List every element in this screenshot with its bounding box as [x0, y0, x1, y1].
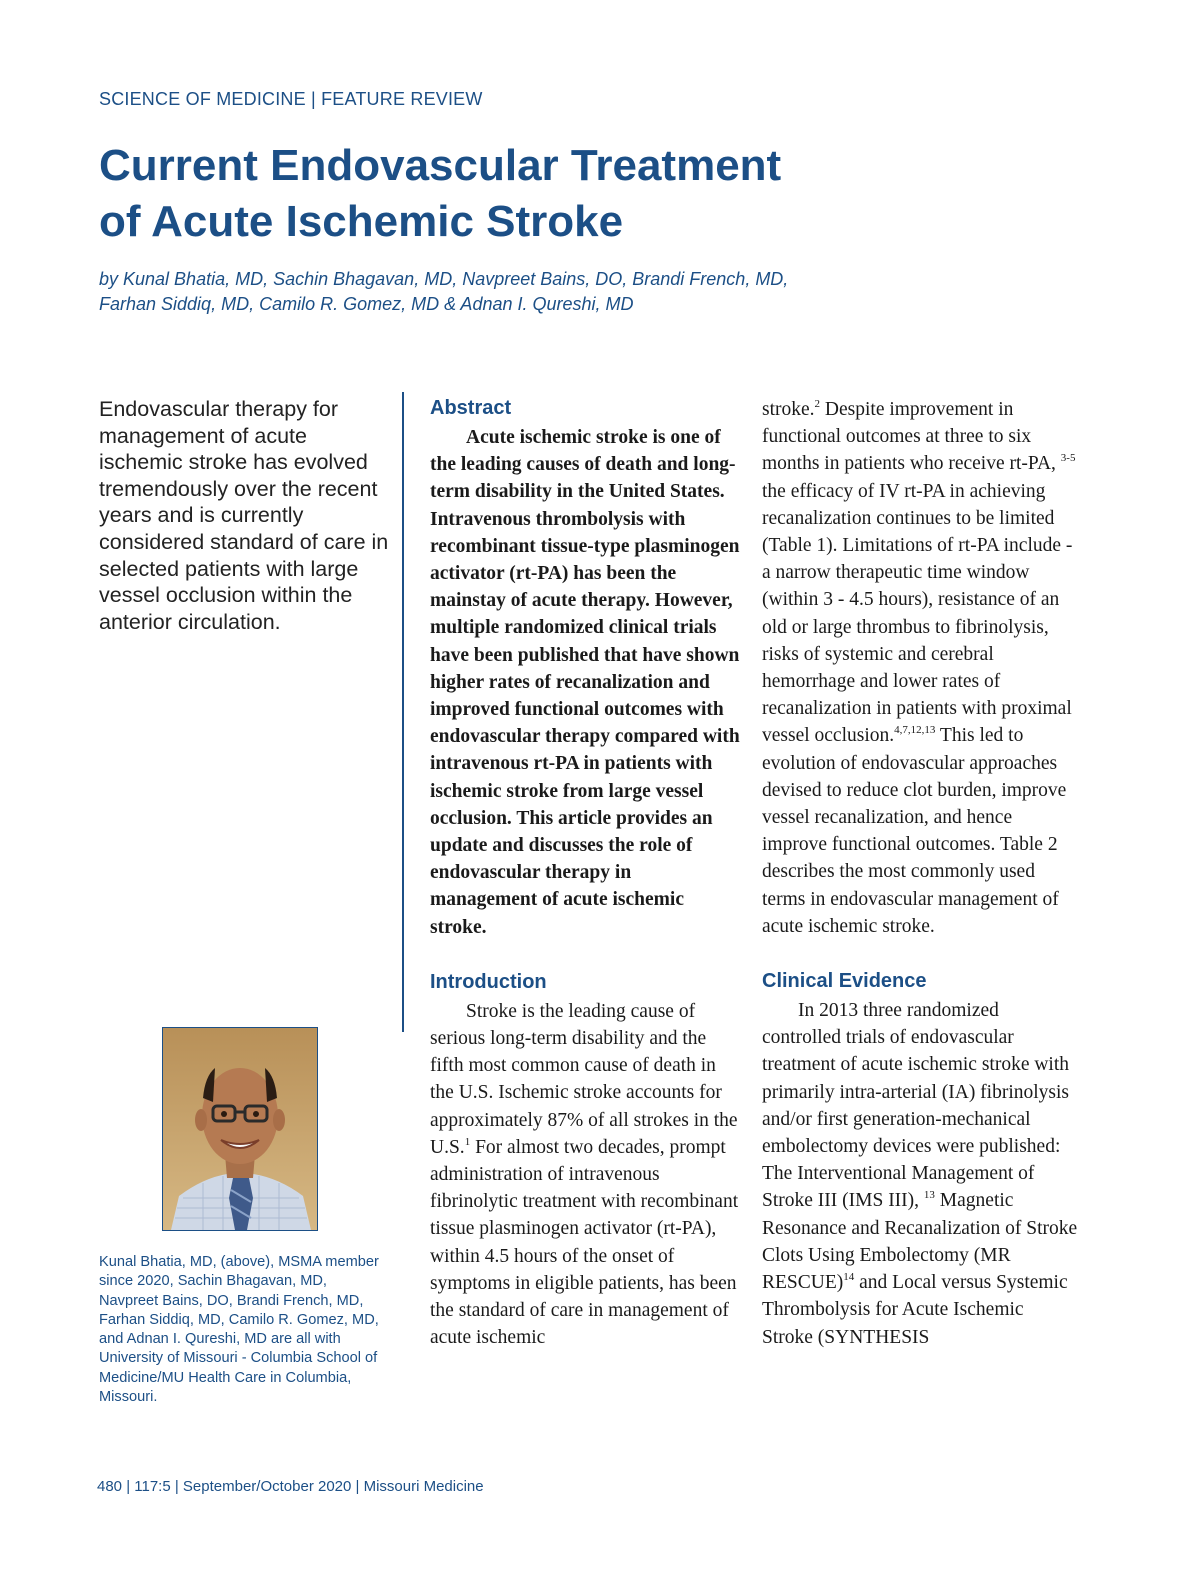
- author-photo: [162, 1027, 318, 1231]
- title-line-2: of Acute Ischemic Stroke: [99, 197, 624, 246]
- abstract-text: Acute ischemic stroke is one of the leading causes of death and long-term disability in the United States. Intravenous thrombolysis with recombinant tissue-type plasminogen activator (rt-PA) has been the mainstay of acute therapy. However, multiple randomized clinical trials have been published that have shown higher rates of recanalization and improved functional outcomes with endovascular therapy compared with intravenous rt-PA in patients with ischemic stroke from large vessel occlusion. This article provides an update and discusses the role of endovascular therapy in management of acute ischemic stroke.: [430, 427, 740, 938]
- title-line-1: Current Endovascular Treatment: [99, 141, 782, 190]
- column-divider: [402, 392, 404, 1032]
- introduction-heading: Introduction: [430, 970, 547, 993]
- photo-caption: Kunal Bhatia, MD, (above), MSMA member since 2020, Sachin Bhagavan, MD, Navpreet Bains, DO, Brandi French, MD, Farhan Siddiq, MD, Camilo R. Gomez, MD, and Adnan I. Qureshi, MD are all with University of Missouri - Columbia School of Medicine/MU Health Care in Columbia, Missouri.: [99, 1254, 379, 1406]
- intro-cont-a: stroke.: [762, 399, 815, 420]
- clinical-text-c: and Local versus Systemic Thrombolysis for Acute Ischemic Stroke (SYNTHESIS: [762, 1272, 1068, 1348]
- intro-cont-b: Despite improvement in functional outcomes at three to six months in patients who receive rt-PA,: [762, 399, 1061, 475]
- clinical-evidence-text: [762, 997, 1078, 1351]
- pull-quote: Endovascular therapy for management of acute ischemic stroke has evolved tremendously over the recent years and is currently considered standard of care in selected patients with large vessel occlusion within the anterior circulation.: [99, 397, 389, 634]
- reference-14: 14: [843, 1271, 855, 1284]
- clinical-text-b: Magnetic Resonance and Recanalization of Stroke Clots Using Embolectomy (MR RESCUE): [762, 1190, 1078, 1294]
- byline-line-1: by Kunal Bhatia, MD, Sachin Bhagavan, MD, Navpreet Bains, DO, Brandi French, MD,: [99, 269, 789, 289]
- intro-cont-c: the efficacy of IV rt-PA in achieving recanalization continues to be limited (Table 1). Limitations of rt-PA include - a narrow therapeutic time window (within 3 - 4.5 hours), resistance of an old or large thrombus to fibrinolysis, risks of systemic and cerebral hemorrhage and lower rates of recanalization in patients with proximal vessel occlusion.: [762, 480, 1073, 747]
- reference-13: 13: [923, 1189, 935, 1202]
- clinical-text-a: In 2013 three randomized controlled trials of endovascular treatment of acute ischemic stroke with primarily intra-arterial (IA) fibrinolysis and/or first generation-mechanical embolectomy devices were published: The Interventional Management of Stroke III (IMS III),: [762, 1000, 1070, 1212]
- section-label: SCIENCE OF MEDICINE | FEATURE REVIEW: [99, 89, 483, 109]
- introduction-continued: [762, 396, 1078, 940]
- reference-1: 1: [464, 1135, 471, 1148]
- clinical-evidence-heading: Clinical Evidence: [762, 970, 927, 993]
- introduction-text: [430, 998, 740, 1352]
- reference-3-5: 3-5: [1060, 452, 1076, 465]
- reference-2: 2: [814, 398, 821, 410]
- right-column: [762, 396, 1078, 1351]
- intro-text-b: For almost two decades, prompt administration of intravenous fibrinolytic treatment with recombinant tissue plasminogen activator (rt-PA), within 4.5 hours of the onset of symptoms in eligible patients, has been the standard of care in management of acute ischemic: [430, 1136, 739, 1349]
- byline: [99, 267, 999, 317]
- middle-column: [430, 396, 740, 1352]
- intro-cont-d: This led to evolution of endovascular approaches devised to reduce clot burden, improve vessel recanalization, and hence improve functional outcomes. Table 2 describes the most commonly used terms in endovascular management of acute ischemic stroke.: [762, 725, 1067, 937]
- author-portrait-image: [163, 1028, 317, 1230]
- page-footer: 480 | 117:5 | September/October 2020 | Missouri Medicine: [97, 1478, 484, 1495]
- reference-4-7-12-13: 4,7,12,13: [894, 724, 936, 737]
- article-title: [99, 138, 999, 250]
- abstract-heading: Abstract: [430, 397, 512, 419]
- intro-text-a: Stroke is the leading cause of serious long-term disability and the fifth most common cause of death in the U.S. Ischemic stroke accounts for approximately 87% of all strokes in the U.S.: [430, 1000, 738, 1158]
- byline-line-2: Farhan Siddiq, MD, Camilo R. Gomez, MD & Adnan I. Qureshi, MD: [99, 294, 634, 314]
